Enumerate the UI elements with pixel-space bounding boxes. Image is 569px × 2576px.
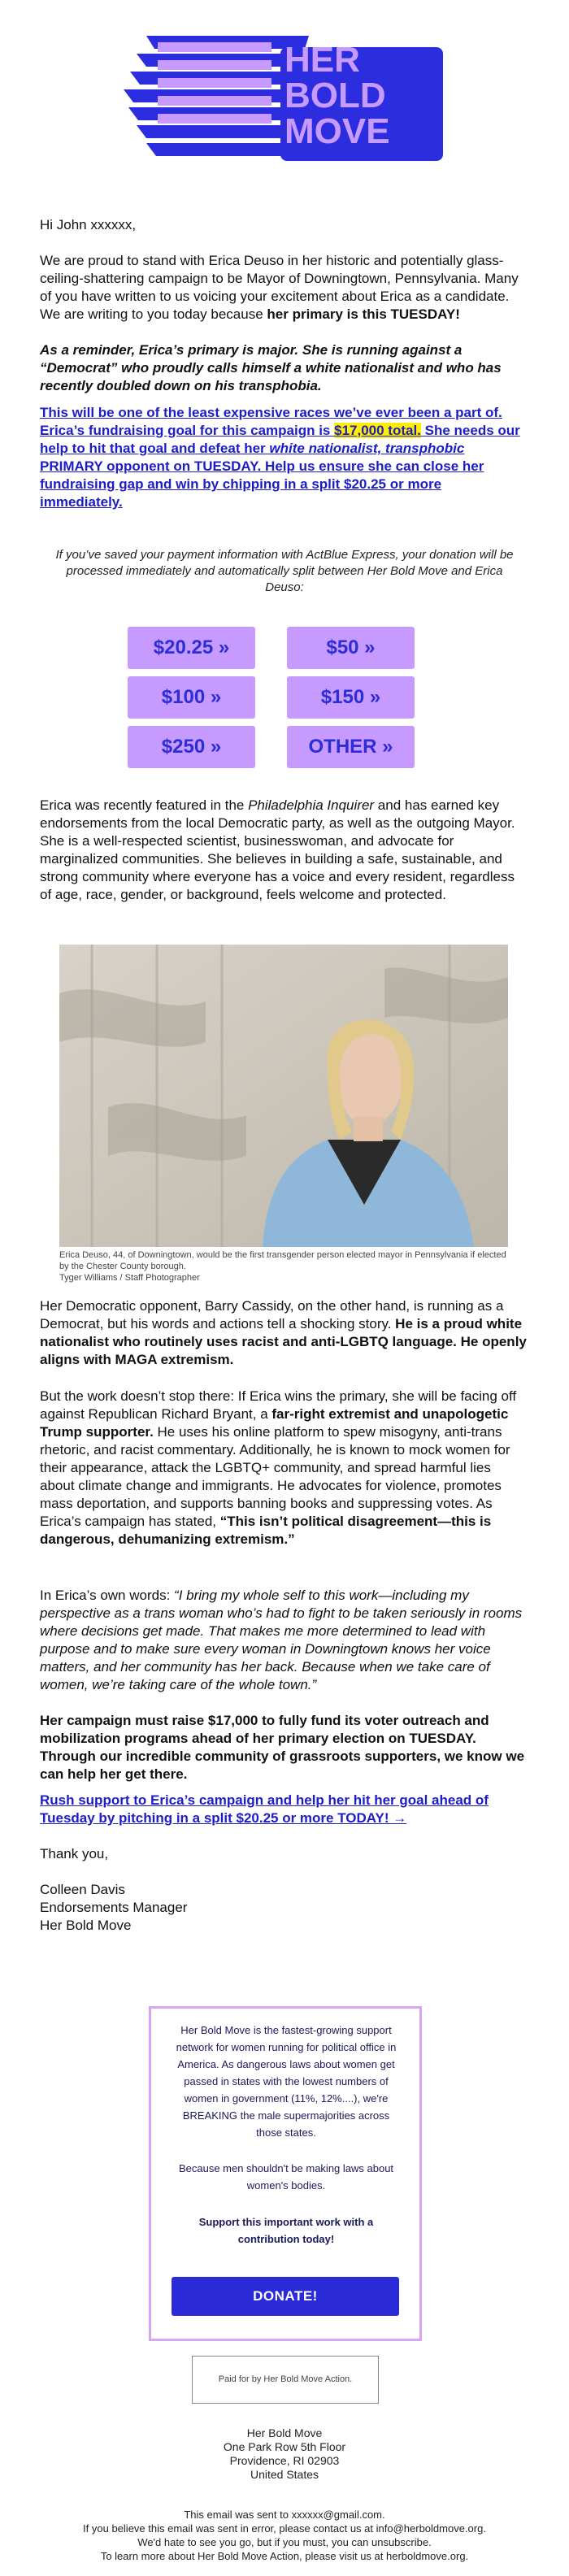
- feature-paragraph: Erica was recently featured in the Philadelphia Inquirer and has earned key endorsements from the local Democratic party, as well as the outgoing Mayor. She is a well-respected scientist, businesswoman, and advocate for marginalized communities. She believes in building a safe, sustainable, and strong community where everyone has a voice and every resident, regardless of age, race, gender, or background, feels welcome and protected.: [40, 797, 515, 902]
- danger-paragraph: But the work doesn’t stop there: If Erica wins the primary, she will be facing off against Republican Richard Bryant, a far-right extremist and unapologetic Trump supporter. He uses his online platform to spew misogyny, anti-trans rhetoric, and racist commentary. Additionally, he is known to mock women for their appearance, attack the LGBTQ+ community, and spread harmful lies about climate change and immigrants. He advocates for violence, promotes mass deportation, and supports banning books and suppressing votes. As Erica’s campaign has stated, “This isn’t political disagreement—this is dangerous, dehumanizing extremism.”: [40, 1388, 517, 1547]
- greeting: Hi John xxxxxx,: [40, 217, 137, 232]
- donate-amount-button[interactable]: $250 »: [128, 726, 255, 768]
- donate-amount-button[interactable]: $100 »: [128, 676, 255, 719]
- unsubscribe-line[interactable]: We'd hate to see you go, but if you must, you can unsubscribe.: [137, 2536, 432, 2548]
- her-bold-move-logo: [122, 36, 447, 170]
- goal-paragraph: Her campaign must raise $17,000 to fully fund its voter outreach and mobilization programs ahead of her primary election on TUESDAY. Through our incredible community of grassroots supporters, we know we can help her get there.: [40, 1713, 525, 1782]
- candidate-photo: [59, 945, 508, 1247]
- signoff: Thank you, Colleen Davis Endorsements Manager Her Bold Move: [40, 1846, 188, 1933]
- learn-more-line[interactable]: To learn more about Her Bold Move Action, please visit us at herboldmove.org.: [100, 2550, 469, 2562]
- paid-for-box: Paid for by Her Bold Move Action.: [192, 2356, 379, 2404]
- mailing-address: Her Bold Move One Park Row 5th Floor Providence, RI 02903 United States: [223, 2426, 346, 2481]
- actblue-note: If you’ve saved your payment information with ActBlue Express, your donation will be processed immediately and automatically split between Her Bold Move and Erica Deuso:: [55, 548, 514, 594]
- donate-amount-button[interactable]: $150 »: [287, 676, 415, 719]
- reminder-paragraph: As a reminder, Erica’s primary is major. She is running against a “Democrat” who proudly calls himself a white nationalist and who has recently doubled down on his transphobia.: [40, 342, 502, 393]
- footer-tagline: Because men shouldn't be making laws about women's bodies.: [178, 2162, 394, 2192]
- donate-amount-button[interactable]: $20.25 »: [128, 627, 255, 669]
- opponent-paragraph: Her Democratic opponent, Barry Cassidy, on the other hand, is running as a Democrat, but his words and actions tell a shocking story. He is a proud white nationalist who routinely uses racist and anti-LGBTQ language. He openly aligns with MAGA extremism.: [40, 1298, 527, 1367]
- logo-text-bold: BOLD: [284, 76, 386, 115]
- logo-text-her: HER: [284, 40, 360, 80]
- contact-line[interactable]: If you believe this email was sent in error, please contact us at info@herboldmove.org.: [83, 2522, 486, 2535]
- logo-text-move: MOVE: [284, 111, 390, 151]
- photo-caption: Erica Deuso, 44, of Downingtown, would be the first transgender person elected mayor in Pennsylvania if elected by the Chester County borough. Tyger Williams / Staff Photographer: [59, 1249, 508, 1284]
- quote-paragraph: In Erica’s own words: “I bring my whole self to this work—including my perspective as a trans woman who’s had to fight to be taken seriously in rooms where decisions get made. That makes me more determined to lead with purpose and to make sure every woman in Downingtown knows her voice matters, and her community has her back. Because when we take care of women, we’re taking care of the whole town.”: [40, 1588, 523, 1692]
- cta-paragraph-link[interactable]: This will be one of the least expensive races we’ve ever been a part of. Erica’s fundraising goal for this campaign is $17,000 total. She needs our help to hit that goal and defeat her white nationalist, transphobic PRIMARY opponent on TUESDAY. Help us ensure she can close her fundraising gap and win by chipping in a split $20.25 or more immediately.: [40, 405, 520, 510]
- footer-about-box: [149, 2006, 422, 2341]
- footer-support-text: Support this important work with a contribution today!: [198, 2216, 374, 2245]
- intro-paragraph: We are proud to stand with Erica Deuso in her historic and potentially glass-ceiling-shattering campaign to be Mayor of Downingtown, Pennsylvania. Many of you have written to us voicing your excitement about Erica as a candidate. We are writing to you today because her primary is this TUESDAY!: [40, 253, 519, 322]
- footer-fineprint: This email was sent to xxxxxx@gmail.com. If you believe this email was sent in error, please contact us at info@herboldmove.org. We'd hate to see you go, but if you must, you can unsubscribe. To learn more about Her Bold Move Action, please visit us at herboldmove.org.: [33, 2508, 536, 2563]
- donate-other-button[interactable]: OTHER »: [287, 726, 415, 768]
- photo-credit: Tyger Williams / Staff Photographer: [59, 1273, 200, 1283]
- donate-button[interactable]: DONATE!: [172, 2277, 399, 2316]
- logo-graphic: [122, 36, 447, 170]
- donate-amount-button[interactable]: $50 »: [287, 627, 415, 669]
- footer-about-text: Her Bold Move is the fastest-growing support network for women running for political office in America. As dangerous laws about women get passed in states with the lowest numbers of women in government (11%, 12%....), we're BREAKING the male supermajorities across those states.: [176, 2024, 397, 2139]
- rush-support-link[interactable]: Rush support to Erica’s campaign and help her hit her goal ahead of Tuesday by pitching in a split $20.25 or more TODAY! →: [40, 1792, 489, 1826]
